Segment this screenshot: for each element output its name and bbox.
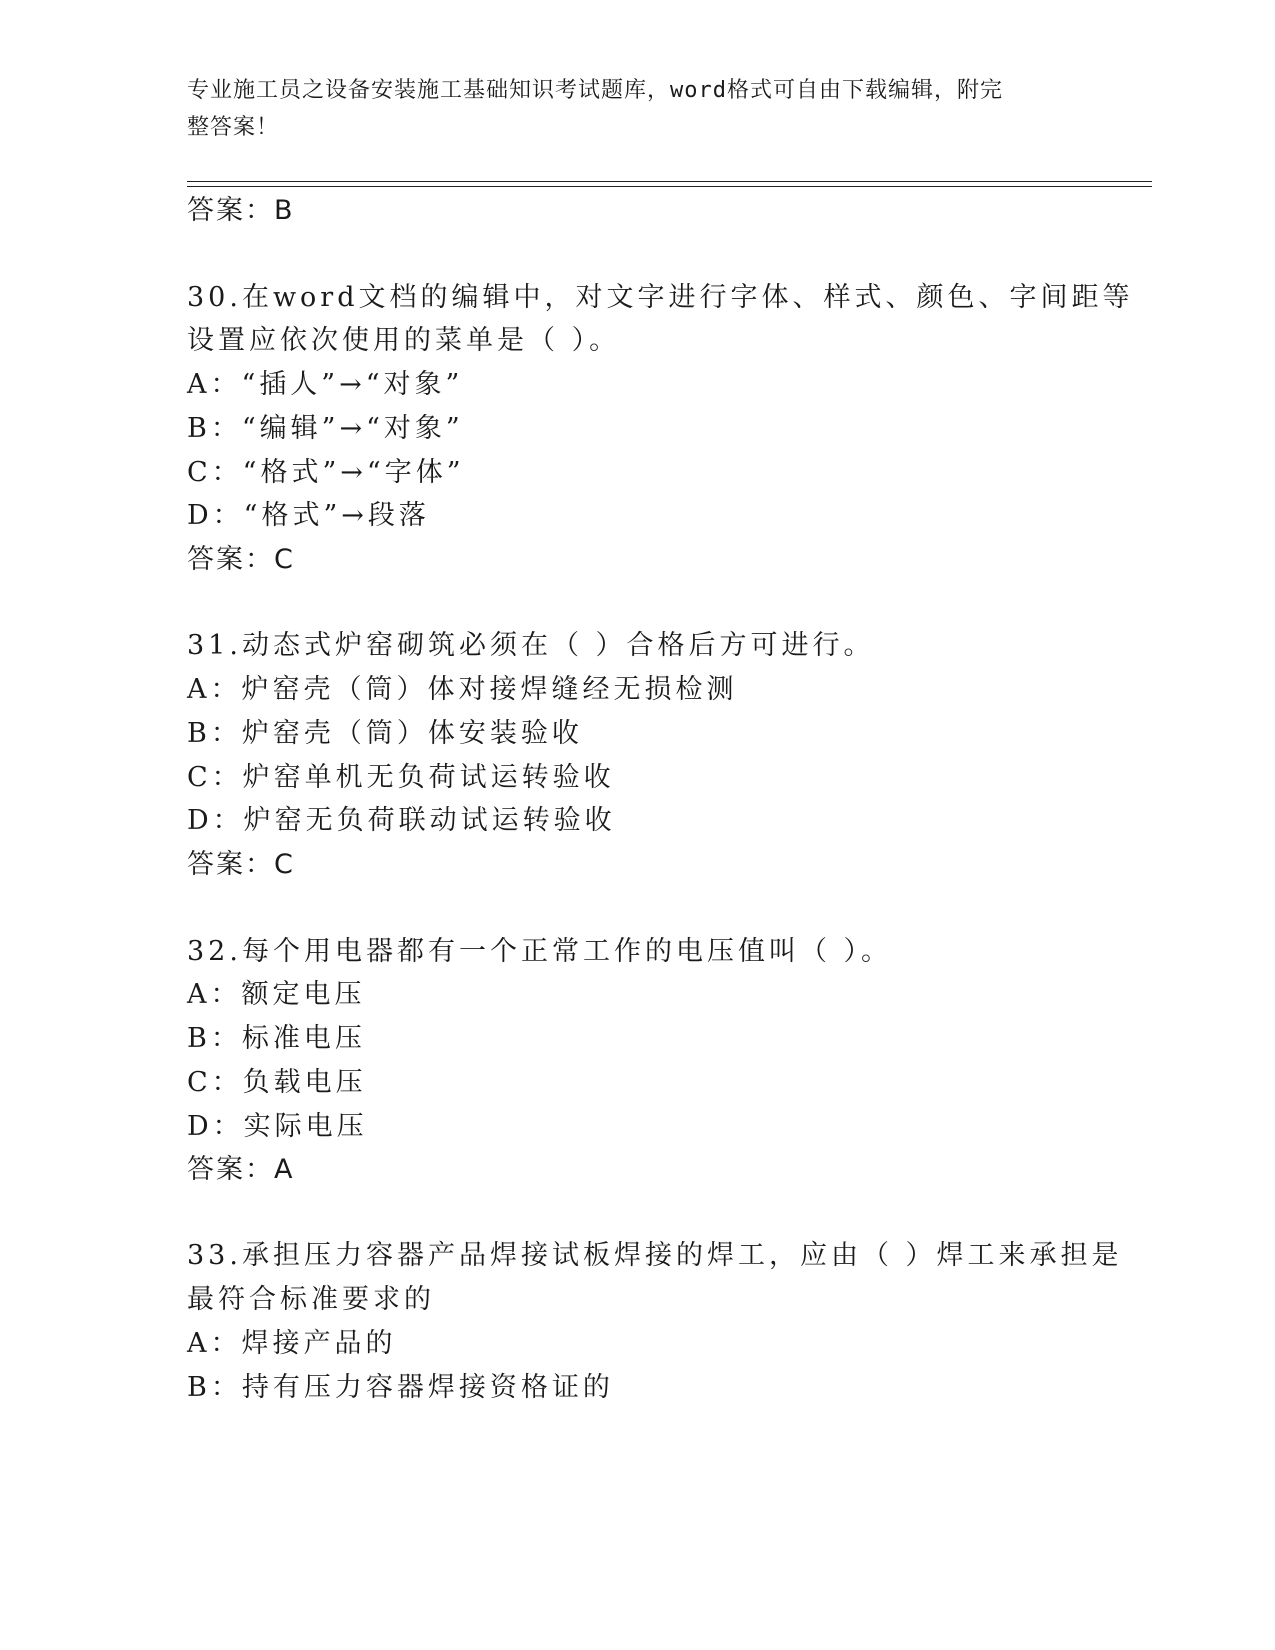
question-30-stem-line-2: 设置应依次使用的菜单是（ ）。 [187, 325, 621, 356]
question-31-option-a: A：炉窑壳（筒）体对接焊缝经无损检测 [187, 674, 738, 705]
question-30-option-a: A：“插人”→“对象” [187, 369, 464, 400]
question-32-option-b: B：标准电压 [187, 1023, 366, 1054]
question-32-option-d: D：实际电压 [187, 1111, 368, 1142]
question-30-stem-line-1: 30.在word文档的编辑中，对文字进行字体、样式、颜色、字间距等 [187, 282, 1134, 313]
question-31-option-c: C：炉窑单机无负荷试运转验收 [187, 762, 615, 793]
header-divider-top [187, 181, 1152, 182]
question-33-stem-line-2: 最符合标准要求的 [187, 1284, 435, 1315]
question-30-option-d: D：“格式”→段落 [187, 500, 430, 531]
answer-previous: 答案：B [187, 195, 295, 226]
question-30-option-c: C：“格式”→“字体” [187, 457, 465, 488]
question-31-answer: 答案：C [187, 849, 295, 880]
question-31-stem-line-1: 31.动态式炉窑砌筑必须在（ ）合格后方可进行。 [187, 630, 875, 661]
header-line-1: 专业施工员之设备安装施工基础知识考试题库，word格式可自由下载编辑，附完 [187, 78, 1003, 103]
question-31-option-b: B：炉窑壳（筒）体安装验收 [187, 718, 583, 749]
header-divider-bottom [187, 186, 1152, 187]
question-30-option-b: B：“编辑”→“对象” [187, 413, 464, 444]
question-32-stem-line-1: 32.每个用电器都有一个正常工作的电压值叫（ ）。 [187, 936, 893, 967]
question-32-option-c: C：负载电压 [187, 1067, 367, 1098]
question-33-stem-line-1: 33.承担压力容器产品焊接试板焊接的焊工，应由（ ）焊工来承担是 [187, 1240, 1123, 1271]
question-31-option-d: D：炉窑无负荷联动试运转验收 [187, 805, 616, 836]
question-32-option-a: A：额定电压 [187, 979, 366, 1010]
question-32-answer: 答案：A [187, 1154, 295, 1185]
question-33-option-b: B：持有压力容器焊接资格证的 [187, 1372, 614, 1403]
question-30-answer: 答案：C [187, 544, 295, 575]
header-line-2: 整答案！ [187, 115, 280, 140]
document-header [187, 72, 1067, 146]
question-33-option-a: A：焊接产品的 [187, 1328, 397, 1359]
